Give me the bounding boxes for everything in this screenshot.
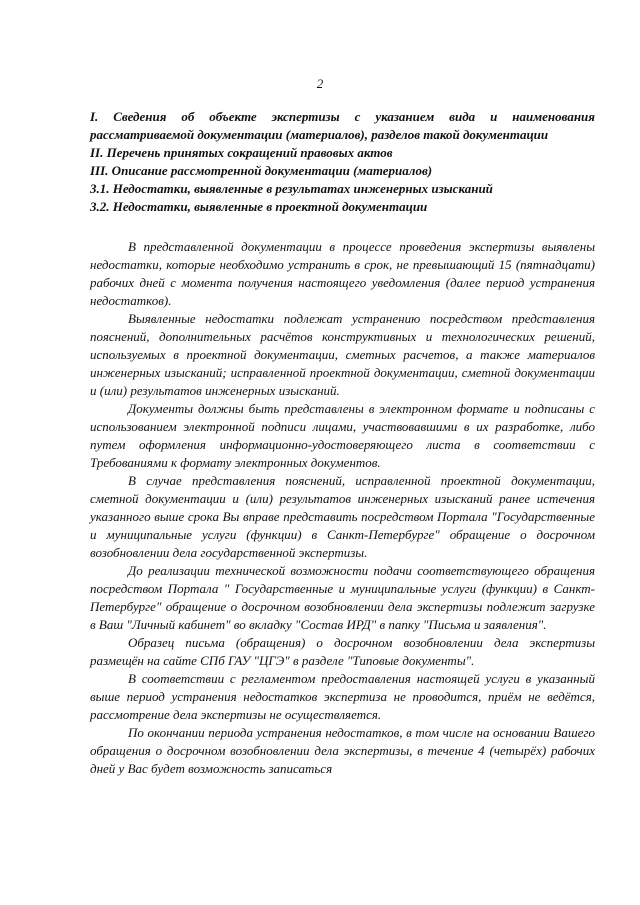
heading-section-3-2: 3.2. Недостатки, выявленные в проектной документации bbox=[90, 199, 428, 214]
heading-section-3-1: 3.1. Недостатки, выявленные в результатах инженерных изысканий bbox=[90, 181, 493, 196]
paragraph-remediation-means: Выявленные недостатки подлежат устранению посредством представления пояснений, дополнительных расчётов конструктивных и технологических решений, используемых в проектной документации, сметных расчетов, а также материалов инженерных изысканий; исправленной проектной документации, сметной документации и (или) результатов инженерных изысканий. bbox=[90, 311, 595, 398]
paragraph-regulation: В соответствии с регламентом предоставления настоящей услуги в указанный выше период устранения недостатков экспертиза не проводится, приём не ведётся, рассмотрение дела экспертизы не осуществляется. bbox=[90, 671, 595, 722]
paragraph-early-resumption: В случае представления пояснений, исправленной проектной документации, сметной документации и (или) результатов инженерных изысканий ранее истечения указанного выше срока Вы вправе представить посредством Портала "Государственные и муниципальные услуги (функции) в Санкт-Петербурге" обращение о досрочном возобновлении дела государственной экспертизы. bbox=[90, 473, 595, 560]
heading-section-2: II. Перечень принятых сокращений правовых актов bbox=[90, 145, 393, 160]
paragraph-letter-template: Образец письма (обращения) о досрочном возобновлении дела экспертизы размещён на сайте СПб ГАУ "ЦГЭ" в разделе "Типовые документы". bbox=[90, 635, 595, 668]
paragraph-upload-instructions: До реализации технической возможности подачи соответствующего обращения посредством Портала " Государственные и муниципальные услуги (функции) в Санкт-Петербурге" обращение о досрочном возобновлении дела экспертизы подлежит загрузке в Ваш "Личный кабинет" во вкладку "Состав ИРД" в папку "Письма и заявления". bbox=[90, 563, 595, 632]
body-text bbox=[90, 238, 595, 778]
heading-section-3: III. Описание рассмотренной документации (материалов) bbox=[90, 163, 433, 178]
page-number: 2 bbox=[316, 76, 324, 91]
paragraph-deficiencies-found: В представленной документации в процессе проведения экспертизы выявлены недостатки, которые необходимо устранить в срок, не превышающий 15 (пятнадцати) рабочих дней с момента получения настоящего уведомления (далее период устранения недостатков). bbox=[90, 239, 595, 308]
paragraph-after-period: По окончании периода устранения недостатков, в том числе на основании Вашего обращения о досрочном возобновлении дела экспертизы, в течение 4 (четырёх) рабочих дней у Вас будет возможность записаться bbox=[90, 725, 595, 776]
section-headings bbox=[90, 108, 595, 216]
heading-section-1: I. Сведения об объекте экспертизы с указанием вида и наименования рассматриваемой документации (материалов), разделов такой документации bbox=[90, 109, 595, 142]
paragraph-electronic-format: Документы должны быть представлены в электронном формате и подписаны с использованием электронной подписи лицами, участвовавшими в их разработке, либо путем оформления информационно-удостоверяющего листа в соответствии с Требованиями к формату электронных документов. bbox=[90, 401, 595, 470]
